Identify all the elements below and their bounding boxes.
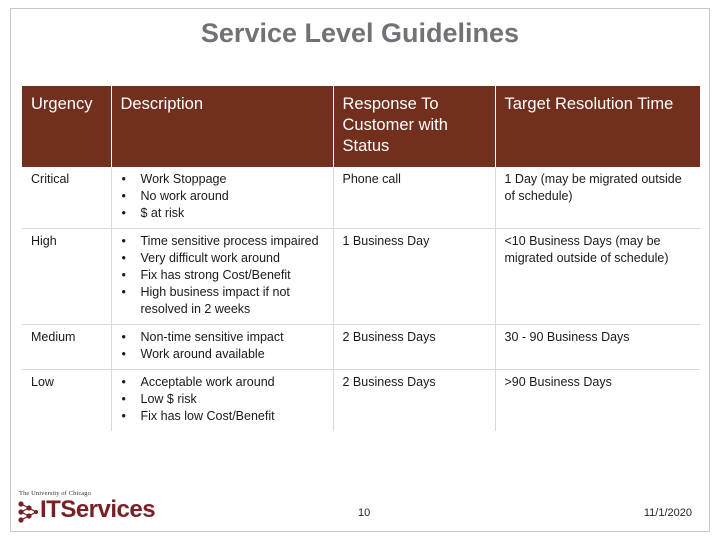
cell-response: 2 Business Days [333,325,495,370]
header-response: Response To Customer with Status [333,86,495,167]
description-list [121,374,324,425]
header-description: Description [111,86,333,167]
list-item: • Fix has strong Cost/Benefit [121,267,324,284]
cell-description [111,325,333,370]
list-item: • $ at risk [121,205,324,222]
slide-title: Service Level Guidelines [200,18,520,48]
list-item: • Very difficult work around [121,250,324,267]
cell-resolution: 1 Day (may be migrated outside of schedule) [504,172,682,203]
cell-response: 2 Business Days [333,370,495,432]
header-urgency: Urgency [22,86,111,167]
cell-resolution: >90 Business Days [495,370,700,432]
slide-date: 11/1/2020 [643,507,692,519]
list-item: • Low $ risk [121,391,324,408]
list-item: • Fix has low Cost/Benefit [121,408,324,425]
description-list [121,171,324,222]
logo-name: ITServices [40,496,156,523]
cell-resolution: <10 Business Days (may be migrated outside of schedule) [495,229,700,325]
cell-response: 1 Business Day [333,229,495,325]
description-list [121,329,324,363]
list-item: • Non-time sensitive impact [121,329,324,346]
list-item: • Work Stoppage [121,171,324,188]
list-item: • No work around [121,188,324,205]
header-resolution: Target Resolution Time [495,86,700,167]
list-item: • Acceptable work around [121,374,324,391]
it-services-logo [16,490,186,526]
list-item: • High business impact if not resolved in 2 weeks [121,284,324,318]
list-item: • Time sensitive process impaired [121,233,324,250]
table-row [22,370,700,432]
list-item: • Work around available [121,346,324,363]
logo-subtitle: The University of Chicago [19,490,91,497]
cell-description [111,229,333,325]
cell-urgency: Critical [22,167,111,229]
cell-urgency: Medium [22,325,111,370]
page-number: 10 [358,507,371,519]
network-icon [16,499,42,523]
cell-response: Phone call [333,167,495,229]
cell-description [111,370,333,432]
cell-description [111,167,333,229]
cell-urgency: Low [22,370,111,432]
description-list [121,233,324,318]
cell-resolution: 30 - 90 Business Days [495,325,700,370]
cell-urgency: High [22,229,111,325]
table-row [22,167,700,229]
table-row [22,325,700,370]
table-header-row [22,86,700,167]
table-row [22,229,700,325]
service-level-table [22,86,700,431]
